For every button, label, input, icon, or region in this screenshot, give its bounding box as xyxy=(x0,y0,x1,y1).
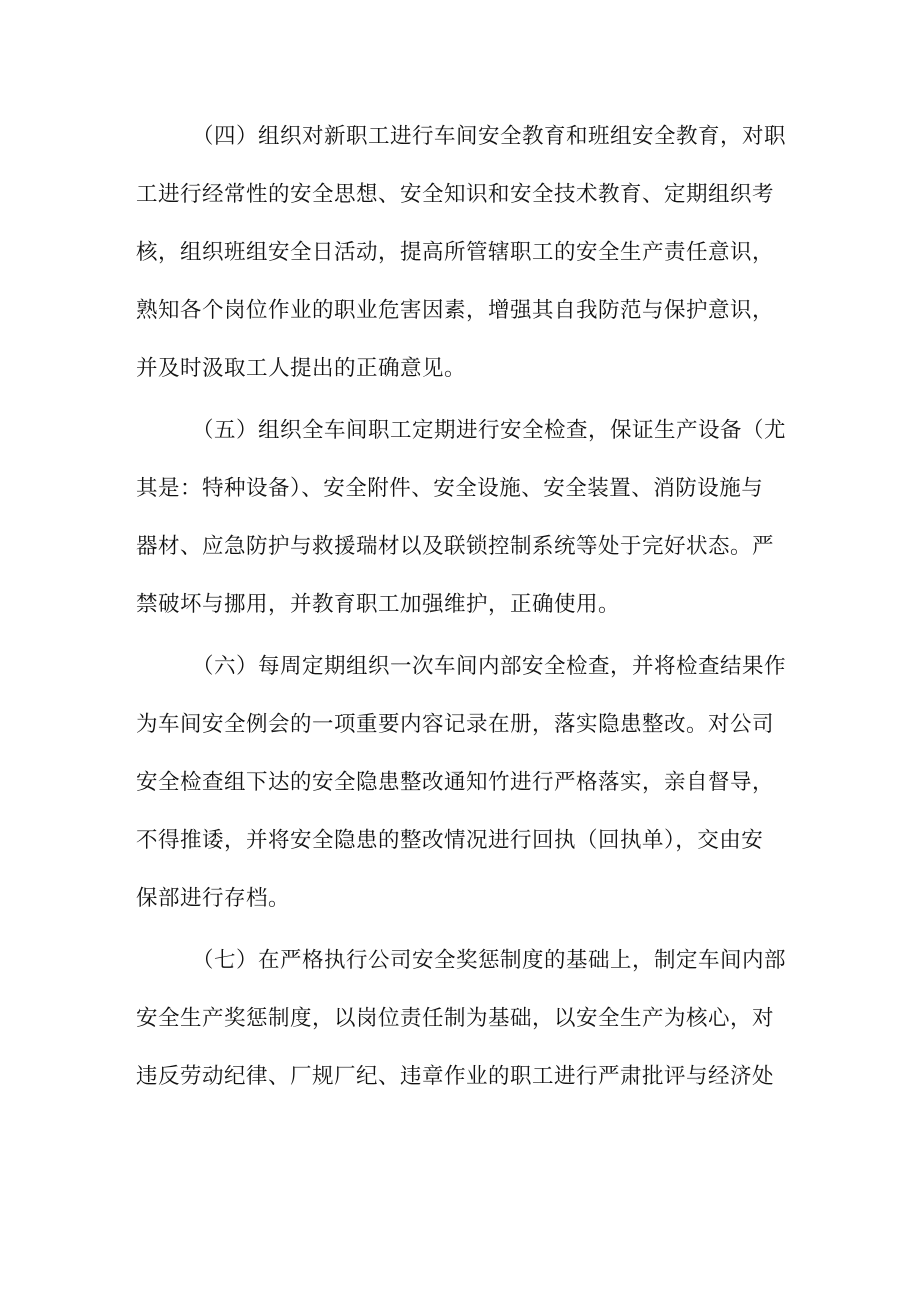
text-line: 熟知各个岗位作业的职业危害因素，增强其自我防范与保护意识， xyxy=(136,298,775,323)
text-line: 安全生产奖惩制度，以岗位责任制为基础，以安全生产为核心，对 xyxy=(136,1006,775,1031)
text-line: 工进行经常性的安全思想、安全知识和安全技术教育、定期组织考 xyxy=(136,182,775,207)
text-line: （七）在严格执行公司安全奖惩制度的基础上，制定车间内部 xyxy=(192,948,787,973)
text-line: （六）每周定期组织一次车间内部安全检查，并将检查结果作 xyxy=(192,654,787,679)
text-line: 不得推诿，并将安全隐患的整改情况进行回执（回执单），交由安 xyxy=(136,828,764,853)
text-line: 禁破坏与挪用，并教育职工加强维护，正确使用。 xyxy=(136,592,621,617)
paragraph-7 xyxy=(136,936,786,1110)
text-line: 为车间安全例会的一项重要内容记录在册，落实隐患整改。对公司 xyxy=(136,712,775,737)
text-line: 违反劳动纪律、厂规厂纪、违章作业的职工进行严肃批评与经济处 xyxy=(136,1064,775,1089)
text-line: （四）组织对新职工进行车间安全教育和班组安全教育，对职 xyxy=(192,124,787,149)
paragraph-6 xyxy=(136,642,786,932)
paragraph-5 xyxy=(136,406,786,638)
text-line: 并及时汲取工人提出的正确意见。 xyxy=(136,356,467,381)
text-line: （五）组织全车间职工定期进行安全检查，保证生产设备（尤 xyxy=(192,418,787,443)
paragraph-4 xyxy=(136,112,786,402)
document-body xyxy=(136,112,786,1110)
text-line: 保部进行存档。 xyxy=(136,886,291,911)
text-line: 器材、应急防护与救援瑞材以及联锁控制系统等处于完好状态。严 xyxy=(136,534,775,559)
text-line: 其是：特种设备）、安全附件、安全设施、安全装置、消防设施与 xyxy=(136,476,764,501)
text-line: 安全检查组下达的安全隐患整改通知竹进行严格落实，亲自督导， xyxy=(136,770,775,795)
text-line: 核，组织班组安全日活动，提高所管辖职工的安全生产责任意识， xyxy=(136,240,775,265)
